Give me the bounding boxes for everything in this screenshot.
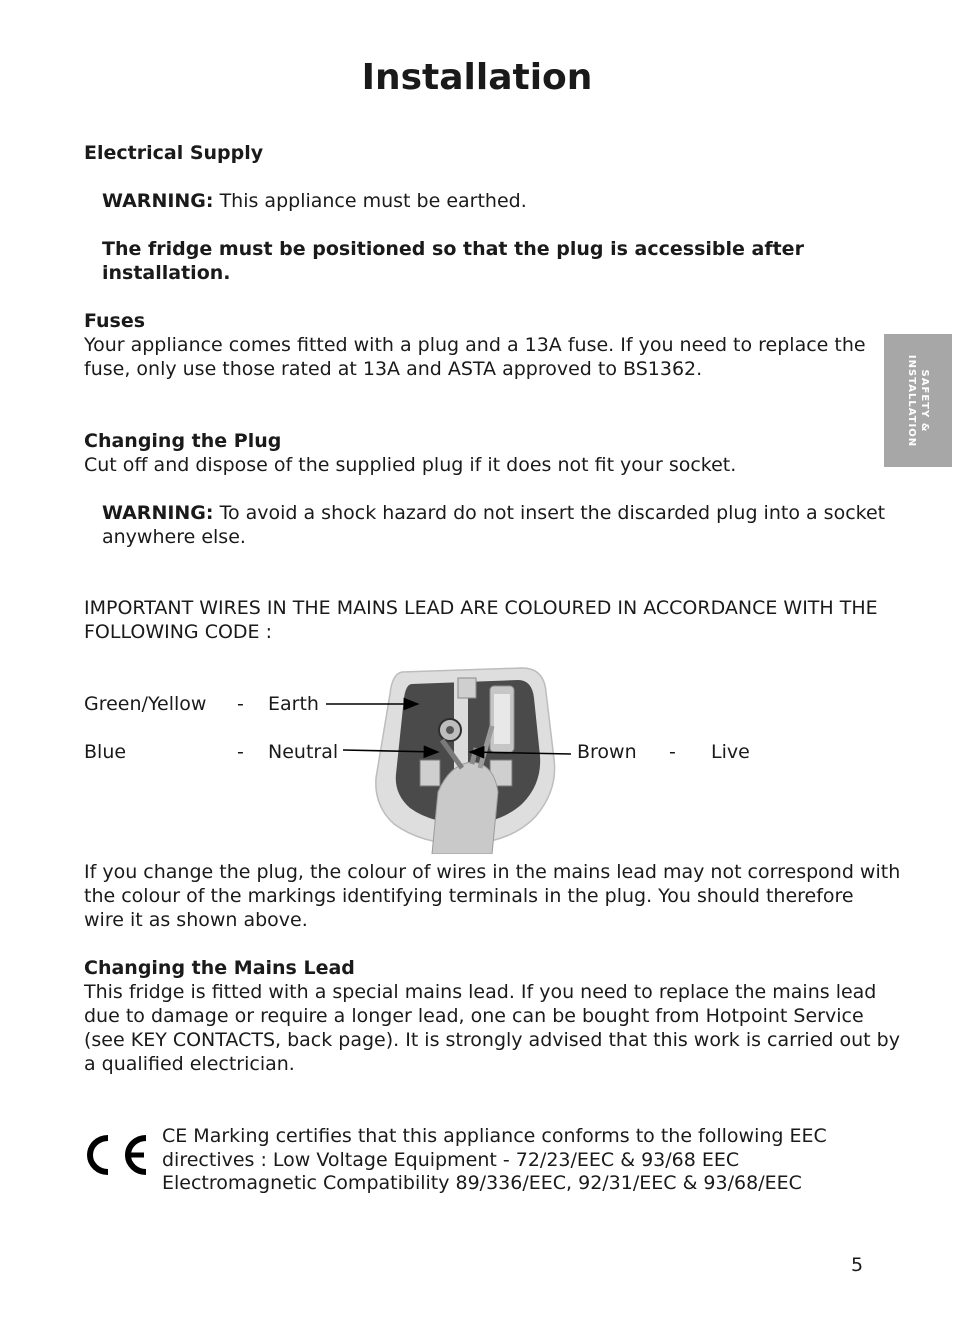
changing-plug-heading: Changing the Plug bbox=[84, 430, 282, 452]
wire-code-intro-line2: FOLLOWING CODE : bbox=[84, 621, 272, 643]
ce-text-line1: CE Marking certifies that this appliance conforms to the following EEC bbox=[162, 1125, 827, 1147]
wire-code-intro-line1: IMPORTANT WIRES IN THE MAINS LEAD ARE COLOURED IN ACCORDANCE WITH THE bbox=[84, 597, 878, 619]
warning-label: WARNING: bbox=[102, 502, 214, 524]
fuses-heading: Fuses bbox=[84, 310, 146, 332]
wire-colour-blue: Blue bbox=[84, 741, 127, 763]
warning-text: To avoid a shock hazard do not insert the discarded plug into a socket bbox=[219, 502, 886, 524]
mains-lead-line2: due to damage or require a longer lead, one can be bought from Hotpoint Service bbox=[84, 1005, 864, 1027]
wire-dash: - bbox=[669, 741, 676, 763]
wire-dash: - bbox=[237, 741, 244, 763]
warning-text: This appliance must be earthed. bbox=[219, 190, 527, 212]
electrical-supply-heading: Electrical Supply bbox=[84, 142, 264, 164]
mains-lead-line4: a qualified electrician. bbox=[84, 1053, 295, 1075]
section-tab-label: SAFETY & INSTALLATION bbox=[906, 354, 930, 447]
mains-lead-line3: (see KEY CONTACTS, back page). It is strongly advised that this work is carried out by bbox=[84, 1029, 900, 1051]
live-pointer-arrow bbox=[470, 752, 571, 754]
fuses-text-line2: fuse, only use those rated at 13A and ASTA approved to BS1362. bbox=[84, 358, 703, 380]
wire-name-neutral: Neutral bbox=[268, 741, 339, 763]
changing-plug-text: Cut off and dispose of the supplied plug if it does not fit your socket. bbox=[84, 454, 737, 476]
plug-access-notice-line1: The fridge must be positioned so that the plug is accessible after bbox=[102, 238, 804, 260]
ce-text-line2: directives : Low Voltage Equipment - 72/23/EEC & 93/68 EEC bbox=[162, 1149, 740, 1171]
page-number: 5 bbox=[851, 1254, 864, 1276]
warning-label: WARNING: bbox=[102, 190, 214, 212]
wire-name-live: Live bbox=[711, 741, 750, 763]
ce-mark-logo bbox=[80, 1132, 150, 1178]
plug-note-line1: If you change the plug, the colour of wires in the mains lead may not correspond with bbox=[84, 861, 901, 883]
fuses-text-line1: Your appliance comes fitted with a plug and a 13A fuse. If you need to replace the bbox=[84, 334, 866, 356]
plug-access-notice-line2: installation. bbox=[102, 262, 231, 284]
wire-colour-green-yellow: Green/Yellow bbox=[84, 693, 207, 715]
plug-note-line2: the colour of the markings identifying terminals in the plug. You should therefore bbox=[84, 885, 854, 907]
wire-colour-brown: Brown bbox=[577, 741, 637, 763]
mains-lead-heading: Changing the Mains Lead bbox=[84, 957, 355, 979]
wire-dash: - bbox=[237, 693, 244, 715]
shock-warning-line2: anywhere else. bbox=[102, 526, 246, 548]
ce-text-line3: Electromagnetic Compatibility 89/336/EEC, 92/31/EEC & 93/68/EEC bbox=[162, 1172, 802, 1194]
plug-note-line3: wire it as shown above. bbox=[84, 909, 308, 931]
wire-name-earth: Earth bbox=[268, 693, 319, 715]
mains-lead-line1: This fridge is fitted with a special mains lead. If you need to replace the mains lead bbox=[84, 981, 877, 1003]
neutral-pointer-arrow bbox=[343, 750, 438, 752]
page-title: Installation bbox=[361, 57, 593, 98]
